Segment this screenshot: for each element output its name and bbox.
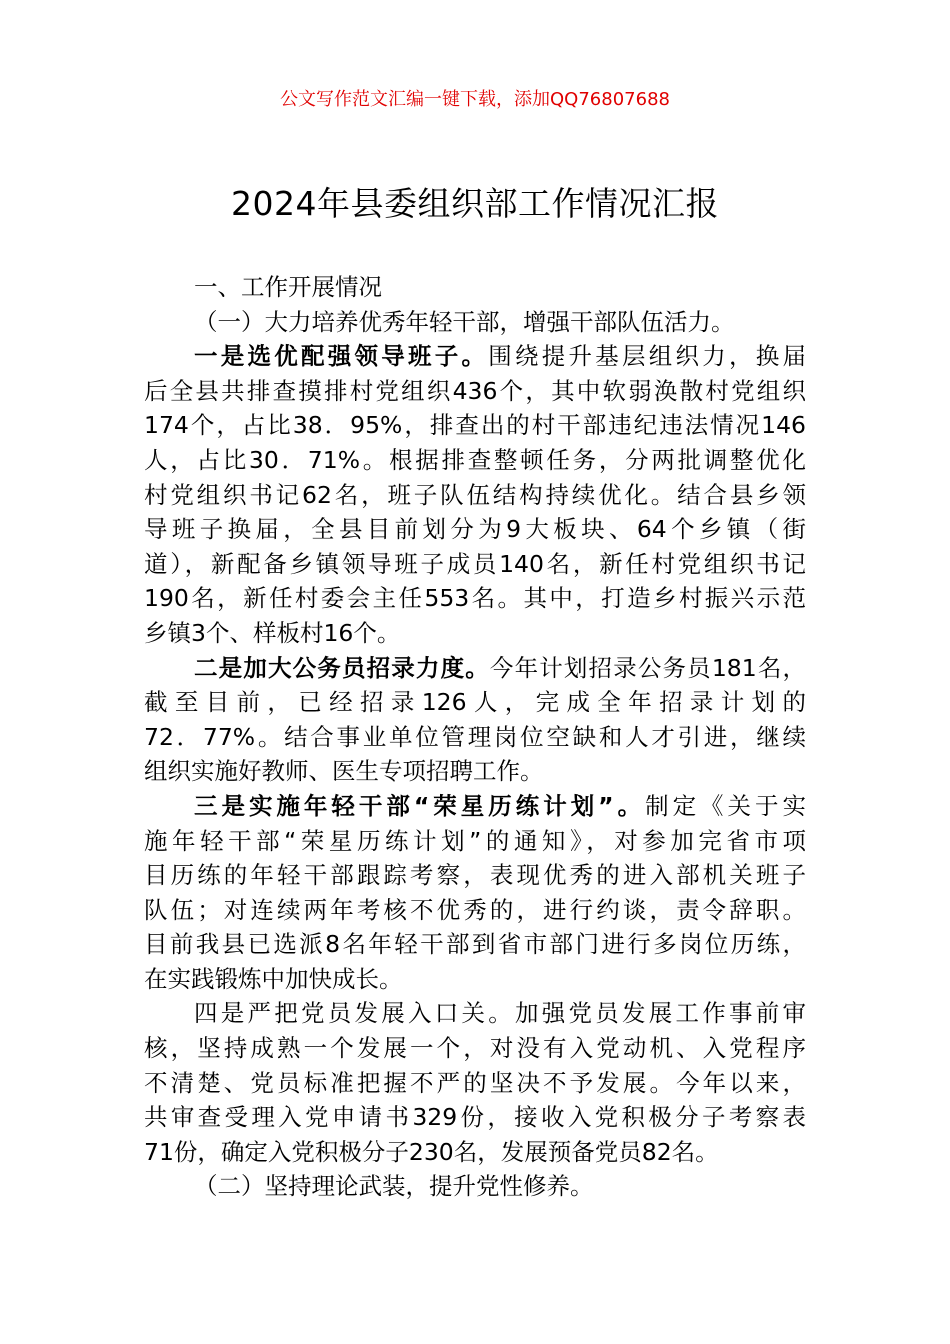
text-line bbox=[144, 616, 806, 651]
text-line bbox=[144, 962, 806, 997]
text-line bbox=[144, 1169, 806, 1204]
text-line bbox=[144, 374, 806, 409]
text-line bbox=[144, 305, 806, 340]
text-segment: （一）大力培养优秀年轻干部，增强干部队伍活力。 bbox=[194, 307, 735, 336]
text-line bbox=[144, 1135, 806, 1170]
text-segment: 72．77%。结合事业单位管理岗位空缺和人才引进，继续 bbox=[144, 722, 806, 751]
text-segment: 190名，新任村委会主任553名。其中，打造乡村振兴示范 bbox=[144, 584, 806, 613]
text-segment: 共审查受理入党申请书329份，接收入党积极分子考察表 bbox=[144, 1103, 806, 1132]
text-line bbox=[144, 408, 806, 443]
bold-heading-text: 一是选优配强领导班子。 bbox=[194, 342, 489, 371]
text-segment: 人，占比30．71%。根据排查整顿任务，分两批调整优化 bbox=[144, 445, 806, 474]
text-line bbox=[144, 443, 806, 478]
text-segment: 制定《关于实 bbox=[645, 791, 807, 820]
text-segment: 174个，占比38．95%，排查出的村干部违纪违法情况146 bbox=[144, 411, 806, 440]
text-segment: 组织实施好教师、医生专项招聘工作。 bbox=[144, 757, 544, 786]
text-segment: 在实践锻炼中加快成长。 bbox=[144, 964, 403, 993]
text-segment: 今年计划招录公务员181名， bbox=[489, 653, 807, 682]
text-segment: 导班子换届，全县目前划分为9大板块、64个乡镇（街 bbox=[144, 515, 806, 544]
text-segment: 一、工作开展情况 bbox=[194, 273, 382, 301]
text-segment: （二）坚持理论武装，提升党性修养。 bbox=[194, 1172, 594, 1201]
document-body bbox=[144, 270, 806, 1204]
text-line bbox=[144, 270, 806, 305]
bold-heading-text: 三是实施年轻干部“荣星历练计划”。 bbox=[194, 791, 646, 820]
text-line bbox=[144, 339, 806, 374]
paragraph bbox=[144, 339, 806, 650]
text-line bbox=[144, 651, 806, 686]
text-segment: 四是严把党员发展入口关。加强党员发展工作事前审 bbox=[194, 999, 806, 1028]
paragraph bbox=[144, 651, 806, 789]
bold-heading-text: 二是加大公务员招录力度。 bbox=[194, 653, 490, 682]
text-line bbox=[144, 789, 806, 824]
text-segment: 队伍；对连续两年考核不优秀的，进行约谈，责令辞职。 bbox=[144, 895, 806, 924]
text-segment: 围绕提升基层组织力，换届 bbox=[488, 342, 806, 371]
text-line bbox=[144, 858, 806, 893]
text-line bbox=[144, 754, 806, 789]
text-segment: 截至目前，已经招录126人，完成全年招录计划的 bbox=[144, 688, 806, 717]
text-segment: 71份，确定入党积极分子230名，发展预备党员82名。 bbox=[144, 1137, 719, 1166]
text-line bbox=[144, 1100, 806, 1135]
text-segment: 道），新配备乡镇领导班子成员140名，新任村党组织书记 bbox=[144, 549, 806, 578]
text-line bbox=[144, 893, 806, 928]
paragraph bbox=[144, 996, 806, 1169]
text-segment: 目前我县已选派8名年轻干部到省市部门进行多岗位历练， bbox=[144, 930, 806, 959]
text-line bbox=[144, 512, 806, 547]
text-line bbox=[144, 581, 806, 616]
document-title: 2024年县委组织部工作情况汇报 bbox=[231, 184, 719, 223]
text-line bbox=[144, 685, 806, 720]
watermark-text: 公文写作范文汇编一键下载，添加QQ76807688 bbox=[280, 89, 670, 110]
text-line bbox=[144, 547, 806, 582]
text-segment: 后全县共排查摸排村党组织436个，其中软弱涣散村党组织 bbox=[144, 376, 806, 405]
text-line bbox=[144, 927, 806, 962]
text-segment: 施年轻干部“荣星历练计划”的通知》，对参加完省市项 bbox=[144, 826, 806, 855]
paragraph bbox=[144, 270, 806, 305]
text-segment: 不清楚、党员标准把握不严的坚决不予发展。今年以来， bbox=[144, 1068, 806, 1097]
text-segment: 核，坚持成熟一个发展一个，对没有入党动机、入党程序 bbox=[144, 1034, 806, 1063]
paragraph bbox=[144, 789, 806, 997]
text-line bbox=[144, 996, 806, 1031]
text-segment: 村党组织书记62名，班子队伍结构持续优化。结合县乡领 bbox=[144, 480, 806, 509]
text-segment: 目历练的年轻干部跟踪考察，表现优秀的进入部机关班子 bbox=[144, 861, 806, 890]
text-line bbox=[144, 1031, 806, 1066]
text-line bbox=[144, 824, 806, 859]
paragraph bbox=[144, 305, 806, 340]
text-line bbox=[144, 720, 806, 755]
text-line bbox=[144, 478, 806, 513]
paragraph bbox=[144, 1169, 806, 1204]
text-segment: 乡镇3个、样板村16个。 bbox=[144, 618, 401, 647]
text-line bbox=[144, 1066, 806, 1101]
